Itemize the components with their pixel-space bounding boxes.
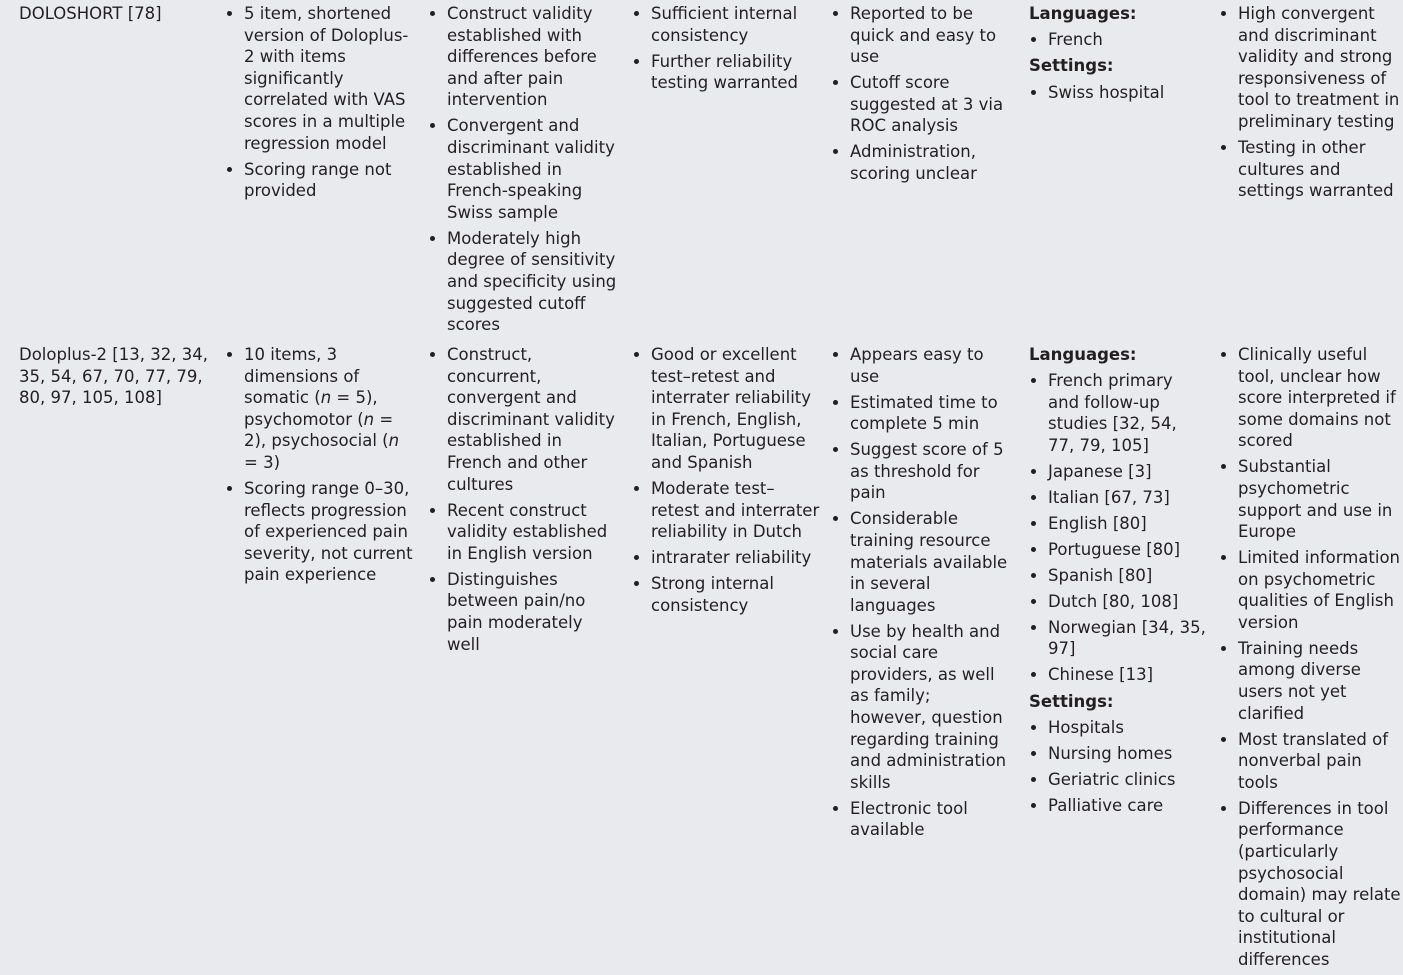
- description-cell: [225, 3, 417, 206]
- list-item: Estimated time to complete 5 min: [831, 392, 1011, 435]
- list-item: Clinically useful tool, unclear how score interpreted if some domains not scored: [1219, 344, 1403, 452]
- list-item: Electronic tool available: [831, 798, 1011, 841]
- list-item: Recent construct validity established in English version: [428, 500, 618, 565]
- settings-heading: Settings:: [1029, 691, 1114, 711]
- list-item: Portuguese [80]: [1029, 539, 1207, 561]
- list-item: Differences in tool performance (particularly psychosocial domain) may relate to cultural or institutional differences: [1219, 798, 1403, 971]
- feasibility-list: [831, 344, 1011, 841]
- list-item: Appears easy to use: [831, 344, 1011, 387]
- list-item: Cutoff score suggested at 3 via ROC analysis: [831, 72, 1011, 137]
- description-text: = 2), psychosocial (: [244, 409, 394, 451]
- list-item: Convergent and discriminant validity established in French-speaking Swiss sample: [428, 115, 618, 223]
- languages-list: [1029, 370, 1207, 686]
- languages-heading: Languages:: [1029, 4, 1137, 23]
- list-item: Hospitals: [1029, 717, 1207, 739]
- validity-cell: [428, 344, 618, 659]
- list-item: Chinese [13]: [1029, 664, 1207, 686]
- comments-list: [1219, 3, 1403, 202]
- list-item: Strong internal consistency: [632, 573, 822, 616]
- list-item: Further reliability testing warranted: [632, 51, 822, 94]
- description-list: [225, 344, 417, 586]
- list-item: Construct, concurrent, convergent and discriminant validity established in French and other cultures: [428, 344, 618, 495]
- tool-name: Doloplus-2 [13, 32, 34, 35, 54, 67, 70, 77, 79, 80, 97, 105, 108]: [19, 345, 208, 408]
- feasibility-list: [831, 3, 1011, 185]
- reliability-cell: [632, 344, 822, 621]
- list-item: Substantial psychometric support and use in Europe: [1219, 456, 1403, 542]
- list-item: Suggest score of 5 as threshold for pain: [831, 439, 1011, 504]
- list-item: Swiss hospital: [1029, 82, 1207, 104]
- validity-list: [428, 3, 618, 336]
- comments-list: [1219, 344, 1403, 971]
- languages-settings-cell: [1029, 344, 1207, 821]
- description-text: = 5), psychomotor (: [244, 388, 378, 429]
- list-item: Sufficient internal consistency: [632, 3, 822, 46]
- list-item: intrarater reliability: [632, 547, 822, 569]
- feasibility-cell: [831, 344, 1011, 845]
- reliability-list: [632, 3, 822, 94]
- list-item: Training needs among diverse users not yet clarified: [1219, 638, 1403, 724]
- description-list: [225, 3, 417, 202]
- list-item: 5 item, shortened version of Doloplus-2 with items significantly correlated with VAS scores in a multiple regression model: [225, 3, 417, 154]
- languages-settings-cell: [1029, 3, 1207, 108]
- settings-heading: Settings:: [1029, 56, 1114, 76]
- list-item: Scoring range 0–30, reflects progression of experienced pain severity, not current pain experience: [225, 478, 417, 586]
- list-item: Good or excellent test–retest and interrater reliability in French, English, Italian, Portuguese and Spanish: [632, 344, 822, 474]
- validity-list: [428, 344, 618, 655]
- list-item: Construct validity established with differences before and after pain intervention: [428, 3, 618, 111]
- list-item: French: [1029, 29, 1207, 51]
- list-item: Considerable training resource materials available in several languages: [831, 508, 1011, 616]
- comments-cell: [1219, 344, 1403, 975]
- list-item: English [80]: [1029, 513, 1207, 535]
- list-item: Limited information on psychometric qualities of English version: [1219, 547, 1403, 633]
- tool-name-cell: [19, 344, 209, 409]
- n-symbol: n: [320, 388, 332, 408]
- description-text: = 3): [244, 452, 281, 472]
- list-item: French primary and follow-up studies [32, 54, 77, 79, 105]: [1029, 370, 1207, 456]
- tool-name: DOLOSHORT [78]: [19, 4, 162, 23]
- description-text: 10 items, 3 dimensions of somatic (: [244, 345, 360, 408]
- reliability-cell: [632, 3, 822, 98]
- list-item: Reported to be quick and easy to use: [831, 3, 1011, 68]
- list-item: Nursing homes: [1029, 743, 1207, 765]
- list-item: Scoring range not provided: [225, 159, 417, 202]
- description-cell: [225, 344, 417, 590]
- list-item: High convergent and discriminant validity and strong responsiveness of tool to treatment in preliminary testing: [1219, 3, 1403, 133]
- settings-list: [1029, 717, 1207, 817]
- n-symbol: n: [388, 431, 400, 451]
- list-item: Spanish [80]: [1029, 565, 1207, 587]
- list-item: [225, 344, 417, 474]
- list-item: Japanese [3]: [1029, 461, 1207, 483]
- list-item: Distinguishes between pain/no pain moderately well: [428, 569, 618, 655]
- list-item: Administration, scoring unclear: [831, 141, 1011, 184]
- list-item: Moderately high degree of sensitivity and specificity using suggested cutoff scores: [428, 228, 618, 336]
- list-item: Geriatric clinics: [1029, 769, 1207, 791]
- tool-name-cell: [19, 3, 209, 25]
- reliability-list: [632, 344, 822, 616]
- validity-cell: [428, 3, 618, 340]
- list-item: Norwegian [34, 35, 97]: [1029, 617, 1207, 660]
- settings-list: [1029, 82, 1207, 104]
- comments-cell: [1219, 3, 1403, 206]
- languages-list: [1029, 29, 1207, 51]
- list-item: Moderate test–retest and interrater reliability in Dutch: [632, 478, 822, 543]
- list-item: Italian [67, 73]: [1029, 487, 1207, 509]
- feasibility-cell: [831, 3, 1011, 189]
- list-item: Palliative care: [1029, 795, 1207, 817]
- list-item: Testing in other cultures and settings warranted: [1219, 137, 1403, 202]
- list-item: Most translated of nonverbal pain tools: [1219, 729, 1403, 794]
- list-item: Use by health and social care providers, as well as family; however, question regarding training and administration skills: [831, 621, 1011, 794]
- n-symbol: n: [363, 409, 375, 429]
- list-item: Dutch [80, 108]: [1029, 591, 1207, 613]
- languages-heading: Languages:: [1029, 345, 1137, 364]
